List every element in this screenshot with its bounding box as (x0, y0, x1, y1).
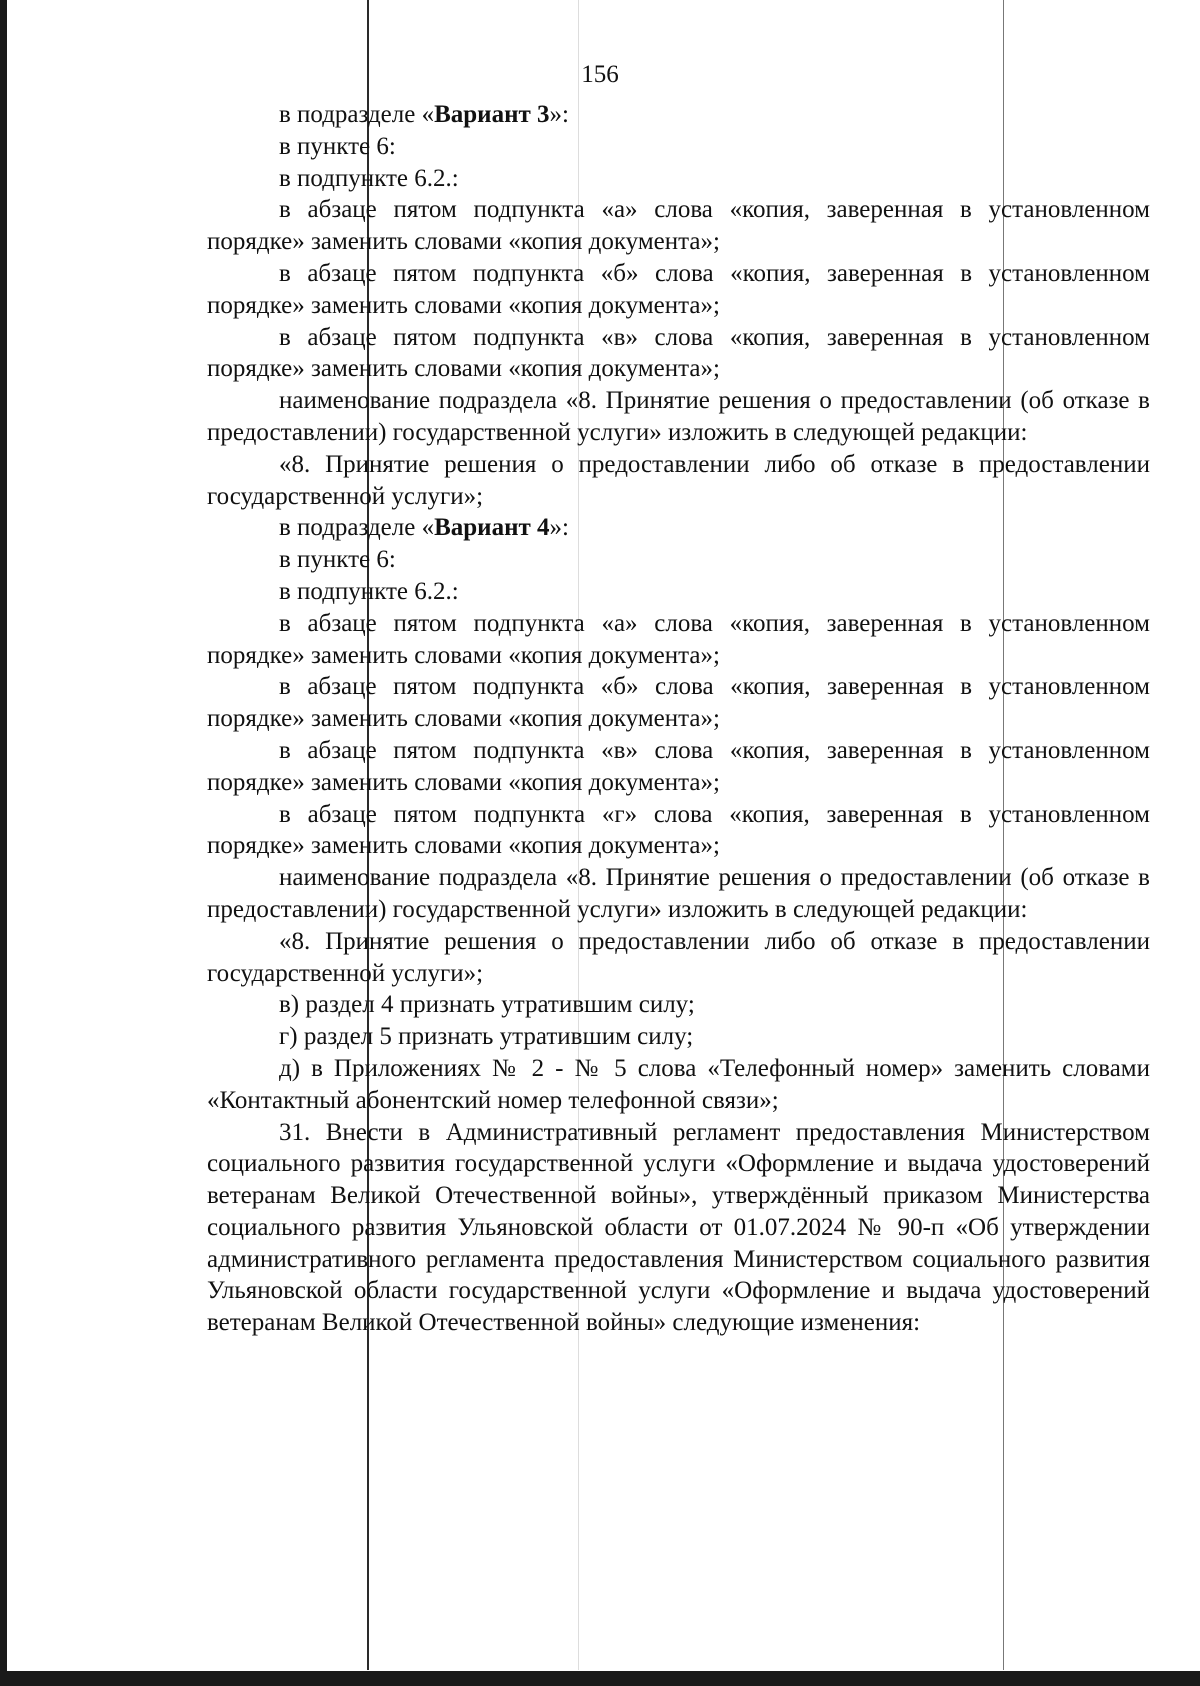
paragraph: в) раздел 4 признать утратившим силу; (279, 991, 695, 1019)
variant-3-label: Вариант 3 (434, 101, 550, 128)
paragraph-subsection-variant-3: в подразделе «Вариант 3»: (279, 101, 569, 128)
paragraph: «8. Принятие решения о предоставлении либо об отказе в предоставлении государственной услуги»; (207, 927, 1150, 987)
document-body (207, 99, 1150, 1339)
paragraph-subsection-variant-4: в подразделе «Вариант 4»: (279, 514, 569, 542)
paragraph: в пункте 6: (279, 546, 396, 574)
paragraph: в абзаце пятом подпункта «а» слова «копия, заверенная в установленном порядке» заменить словами «копия документа»; (207, 609, 1150, 669)
paragraph: наименование подраздела «8. Принятие решения о предоставлении (об отказе в предоставлении) государственной услуги» изложить в следующей редакции: (207, 864, 1150, 923)
paragraph: в абзаце пятом подпункта «а» слова «копия, заверенная в установленном порядке» заменить словами «копия документа»; (207, 196, 1150, 256)
paragraph: в абзаце пятом подпункта «г» слова «копия, заверенная в установленном порядке» заменить словами «копия документа»; (207, 800, 1150, 860)
paragraph-item-31: 31. Внести в Административный регламент предоставления Министерством социального развития государственной услуги «Оформление и выдача удостоверений ветеранам Великой Отечественной войны», утверждённый приказом Министерства социального развития Ульяновской области от 01.07.2024 № 90-п «Об утверждении административного регламента предоставления Министерством социального развития Ульяновской области государственной услуги «Оформление и выдача удостоверений ветеранам Великой Отечественной войны» следующие изменения: (207, 1118, 1150, 1337)
paragraph: г) раздел 5 признать утратившим силу; (279, 1023, 694, 1051)
paragraph: «8. Принятие решения о предоставлении либо об отказе в предоставлении государственной услуги»; (207, 450, 1150, 510)
page-number: 156 (581, 61, 619, 88)
scan-left-edge (0, 0, 7, 1686)
paragraph: в подпункте 6.2.: (279, 164, 459, 192)
paragraph: наименование подраздела «8. Принятие решения о предоставлении (об отказе в предоставлении) государственной услуги» изложить в следующей редакции: (207, 387, 1150, 446)
paragraph: в абзаце пятом подпункта «б» слова «копия, заверенная в установленном порядке» заменить словами «копия документа»; (207, 673, 1150, 733)
paragraph: в подпункте 6.2.: (279, 577, 459, 605)
paragraph: в абзаце пятом подпункта «в» слова «копия, заверенная в установленном порядке» заменить словами «копия документа»; (207, 736, 1150, 796)
paragraph: д) в Приложениях № 2 - № 5 слова «Телефонный номер» заменить словами «Контактный абонентский номер телефонной связи»; (207, 1054, 1150, 1114)
paragraph: в пункте 6: (279, 132, 396, 160)
paragraph: в абзаце пятом подпункта «б» слова «копия, заверенная в установленном порядке» заменить словами «копия документа»; (207, 259, 1150, 319)
variant-4-label: Вариант 4 (434, 514, 550, 542)
paragraph: в абзаце пятом подпункта «в» слова «копия, заверенная в установленном порядке» заменить словами «копия документа»; (207, 323, 1150, 383)
scan-bottom-edge (0, 1671, 1200, 1686)
